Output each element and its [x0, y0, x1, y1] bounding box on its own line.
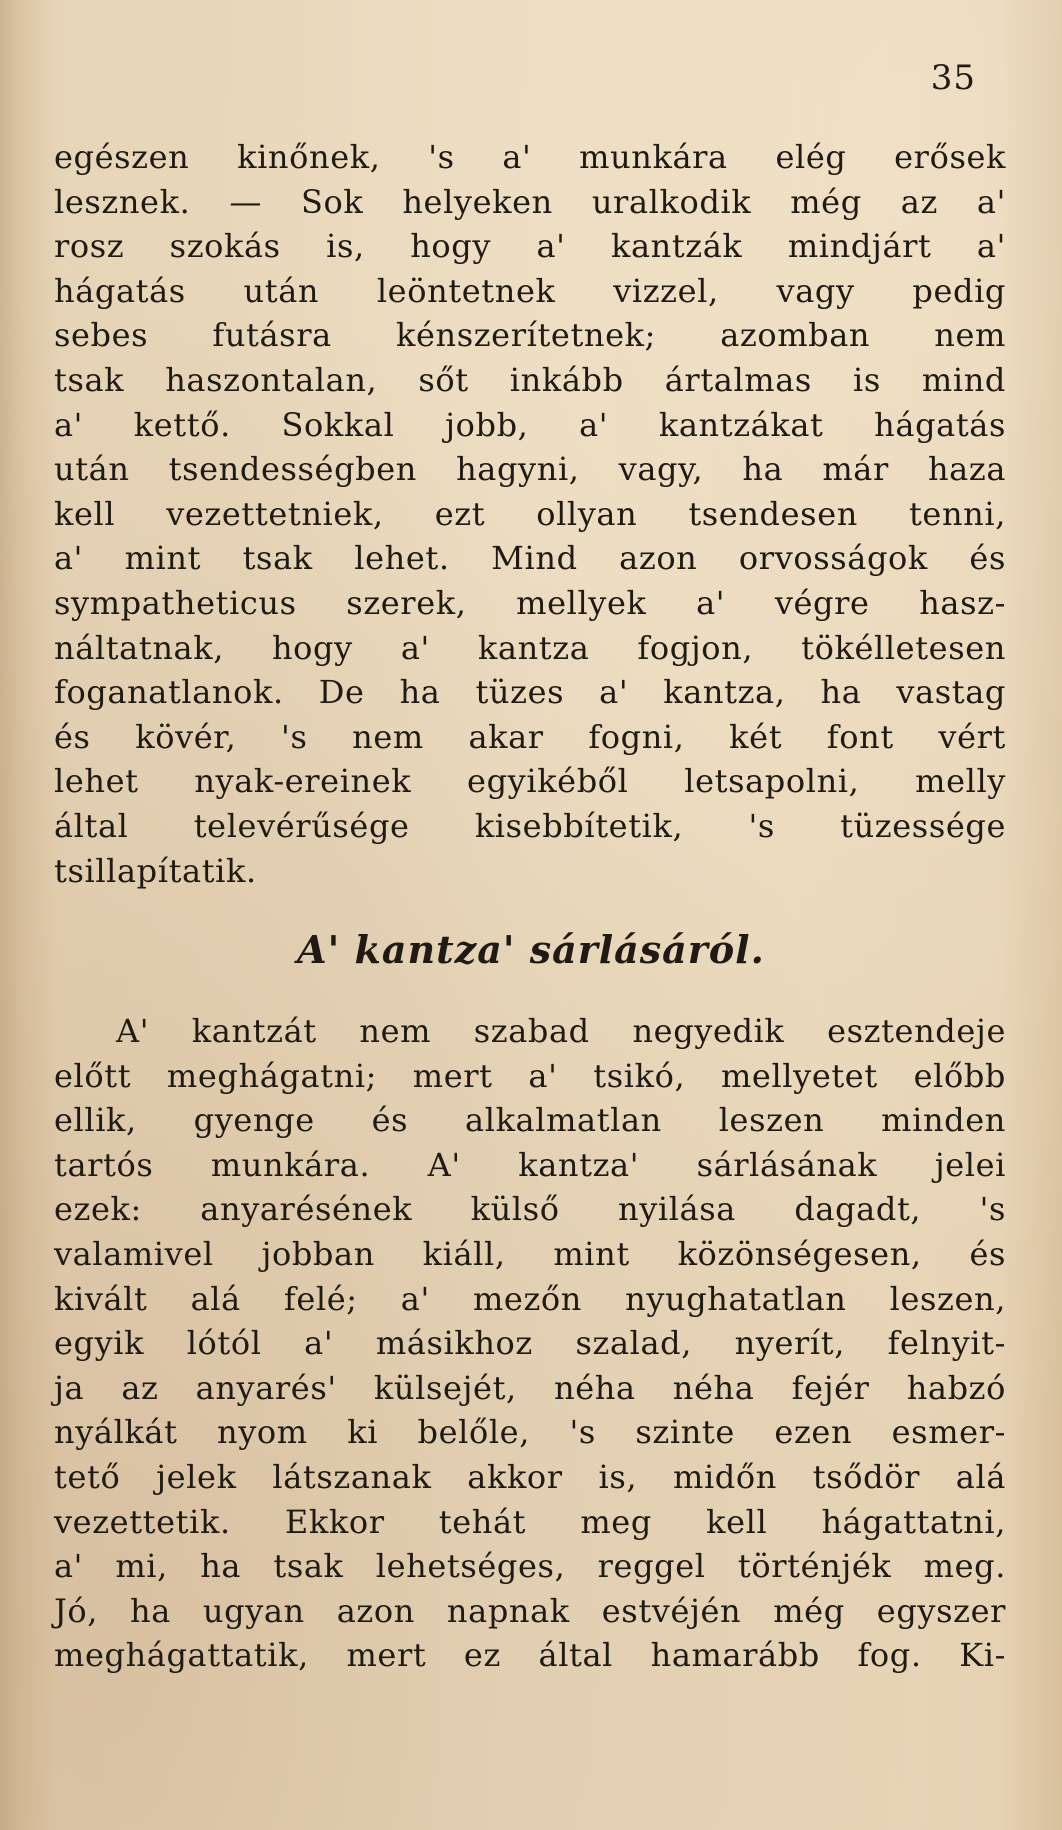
- text-line: tsak haszontalan, sőt inkább ártalmas is mind: [54, 360, 1006, 399]
- text-line: egészen kinőnek, 's a' munkára elég erősek: [54, 138, 1006, 176]
- text-line: Jó, ha ugyan azon napnak estvéjén még egyszer: [54, 1591, 1006, 1630]
- text-line: ja az anyarés' külsejét, néha néha fejér habzó: [54, 1368, 1006, 1407]
- section-heading: A' kantza' sárlásáról.: [297, 927, 765, 972]
- text-line: tartós munkára. A' kantza' sárlásának jelei: [54, 1145, 1006, 1184]
- text-line: után tsendességben hagyni, vagy, ha már haza: [54, 450, 1006, 489]
- text-line: kivált alá felé; a' mezőn nyughatatlan leszen,: [54, 1279, 1006, 1318]
- text-line: a' kettő. Sokkal jobb, a' kantzákat hágatás: [54, 405, 1006, 444]
- text-line: A' kantzát nem szabad negyedik esztendeje: [116, 1012, 1006, 1050]
- paragraph-2: [54, 1009, 1006, 1678]
- text-line: lesznek. — Sok helyeken uralkodik még az a': [54, 182, 1006, 221]
- text-line: előtt meghágatni; mert a' tsikó, mellyetet előbb: [54, 1056, 1006, 1095]
- text-line: és kövér, 's nem akar fogni, két font vért: [54, 717, 1006, 756]
- text-line: rosz szokás is, hogy a' kantzák mindjárt a': [54, 227, 1006, 266]
- page-number: 35: [930, 58, 976, 98]
- text-line: tető jelek látszanak akkor is, midőn tsődör alá: [54, 1457, 1006, 1496]
- text-line: tsillapítatik.: [54, 851, 257, 890]
- text-line: foganatlanok. De ha tüzes a' kantza, ha vastag: [54, 673, 1006, 712]
- text-line: vezettetik. Ekkor tehát meg kell hágattatni,: [54, 1502, 1006, 1541]
- text-line: meghágattatik, mert ez által hamarább fog. Ki-: [54, 1636, 1006, 1675]
- text-line: ezek: anyarésének külső nyilása dagadt, 's: [54, 1190, 1006, 1229]
- text-line: valamivel jobban kiáll, mint közönségesen, és: [54, 1234, 1006, 1273]
- text-line: nyálkát nyom ki belőle, 's szinte ezen esmer-: [54, 1413, 1006, 1452]
- text-line: hágatás után leöntetnek vizzel, vagy pedig: [54, 271, 1006, 310]
- text-line: által televérűsége kisebbítetik, 's tüzessége: [54, 806, 1006, 845]
- text-line: a' mi, ha tsak lehetséges, reggel történjék meg.: [54, 1547, 1006, 1586]
- text-line: kell vezettetniek, ezt ollyan tsendesen tenni,: [54, 494, 1006, 533]
- text-line: náltatnak, hogy a' kantza fogjon, tökélletesen: [54, 628, 1006, 667]
- text-line: ellik, gyenge és alkalmatlan leszen minden: [54, 1101, 1006, 1140]
- text-line: egyik lótól a' másikhoz szalad, nyerít, felnyit-: [54, 1324, 1006, 1363]
- text-line: a' mint tsak lehet. Mind azon orvosságok és: [54, 539, 1006, 578]
- text-line: sebes futásra kénszerítetnek; azomban nem: [54, 316, 1006, 355]
- text-line: sympatheticus szerek, mellyek a' végre hasz-: [54, 583, 1006, 622]
- text-line: lehet nyak-ereinek egyikéből letsapolni, melly: [54, 762, 1006, 801]
- paragraph-1: [54, 135, 1006, 893]
